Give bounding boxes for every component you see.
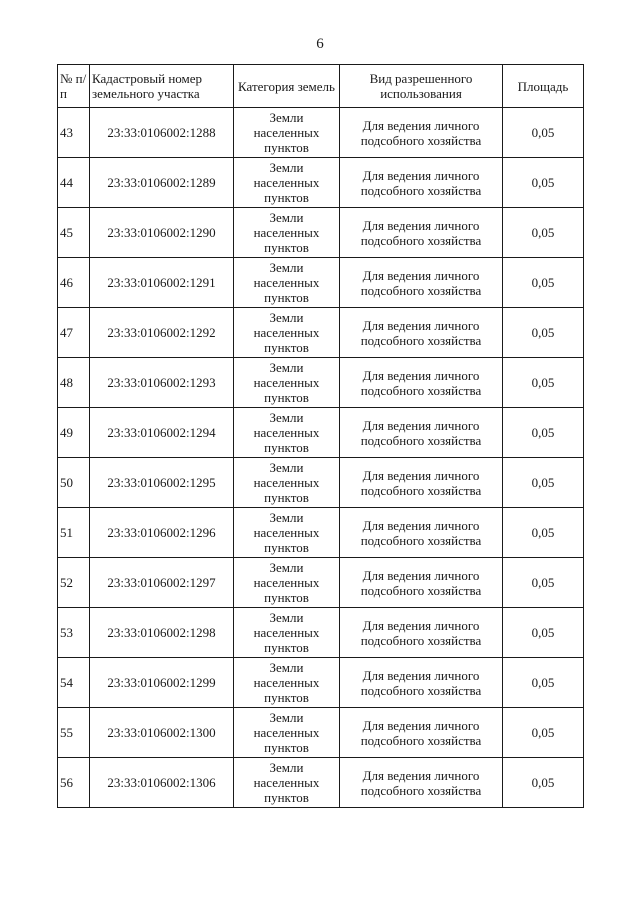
cell-use: Для ведения личного подсобного хозяйства	[340, 458, 503, 508]
cell-area: 0,05	[503, 308, 584, 358]
cell-category: Земли населенных пунктов	[234, 358, 340, 408]
cell-use: Для ведения личного подсобного хозяйства	[340, 508, 503, 558]
table-row	[58, 358, 584, 408]
cell-cadastral: 23:33:0106002:1295	[90, 458, 234, 508]
cell-category: Земли населенных пунктов	[234, 708, 340, 758]
cell-num: 51	[58, 508, 90, 558]
cell-use: Для ведения личного подсобного хозяйства	[340, 708, 503, 758]
table-row	[58, 108, 584, 158]
header-num: № п/п	[58, 65, 90, 108]
cell-num: 55	[58, 708, 90, 758]
cell-cadastral: 23:33:0106002:1292	[90, 308, 234, 358]
cell-num: 53	[58, 608, 90, 658]
table-row	[58, 608, 584, 658]
table-row	[58, 158, 584, 208]
cell-use: Для ведения личного подсобного хозяйства	[340, 758, 503, 808]
cell-cadastral: 23:33:0106002:1297	[90, 558, 234, 608]
cell-use: Для ведения личного подсобного хозяйства	[340, 608, 503, 658]
cell-num: 49	[58, 408, 90, 458]
cell-category: Земли населенных пунктов	[234, 158, 340, 208]
cell-area: 0,05	[503, 658, 584, 708]
cell-use: Для ведения личного подсобного хозяйства	[340, 208, 503, 258]
page-number: 6	[316, 36, 324, 52]
cell-cadastral: 23:33:0106002:1306	[90, 758, 234, 808]
cell-num: 47	[58, 308, 90, 358]
table-row	[58, 308, 584, 358]
cell-area: 0,05	[503, 208, 584, 258]
header-category: Категория земель	[234, 65, 340, 108]
cell-category: Земли населенных пунктов	[234, 608, 340, 658]
cell-num: 52	[58, 558, 90, 608]
cell-cadastral: 23:33:0106002:1296	[90, 508, 234, 558]
cell-area: 0,05	[503, 758, 584, 808]
cell-cadastral: 23:33:0106002:1291	[90, 258, 234, 308]
cell-num: 56	[58, 758, 90, 808]
cell-area: 0,05	[503, 558, 584, 608]
cell-cadastral: 23:33:0106002:1289	[90, 158, 234, 208]
cell-category: Земли населенных пунктов	[234, 108, 340, 158]
cell-use: Для ведения личного подсобного хозяйства	[340, 258, 503, 308]
header-use: Вид разрешенного использования	[340, 65, 503, 108]
cell-use: Для ведения личного подсобного хозяйства	[340, 158, 503, 208]
cell-use: Для ведения личного подсобного хозяйства	[340, 358, 503, 408]
cell-cadastral: 23:33:0106002:1300	[90, 708, 234, 758]
cell-use: Для ведения личного подсобного хозяйства	[340, 658, 503, 708]
cell-category: Земли населенных пунктов	[234, 208, 340, 258]
cell-category: Земли населенных пунктов	[234, 658, 340, 708]
cell-area: 0,05	[503, 458, 584, 508]
cell-use: Для ведения личного подсобного хозяйства	[340, 408, 503, 458]
cell-use: Для ведения личного подсобного хозяйства	[340, 558, 503, 608]
table-row	[58, 658, 584, 708]
table-header	[58, 65, 584, 108]
cell-num: 43	[58, 108, 90, 158]
cell-category: Земли населенных пунктов	[234, 758, 340, 808]
cell-num: 46	[58, 258, 90, 308]
table-row	[58, 208, 584, 258]
table-row	[58, 708, 584, 758]
table-row	[58, 558, 584, 608]
cell-area: 0,05	[503, 608, 584, 658]
cell-area: 0,05	[503, 708, 584, 758]
cell-cadastral: 23:33:0106002:1298	[90, 608, 234, 658]
cell-area: 0,05	[503, 108, 584, 158]
cell-category: Земли населенных пунктов	[234, 458, 340, 508]
cell-cadastral: 23:33:0106002:1290	[90, 208, 234, 258]
cell-area: 0,05	[503, 508, 584, 558]
cell-area: 0,05	[503, 408, 584, 458]
cell-area: 0,05	[503, 158, 584, 208]
table-body	[58, 108, 584, 808]
cell-category: Земли населенных пунктов	[234, 558, 340, 608]
header-area: Площадь	[503, 65, 584, 108]
cell-category: Земли населенных пунктов	[234, 258, 340, 308]
table-row	[58, 508, 584, 558]
cell-use: Для ведения личного подсобного хозяйства	[340, 108, 503, 158]
header-cadastral: Кадастровый номер земельного участка	[90, 65, 234, 108]
cell-cadastral: 23:33:0106002:1293	[90, 358, 234, 408]
table-row	[58, 758, 584, 808]
cell-use: Для ведения личного подсобного хозяйства	[340, 308, 503, 358]
cell-area: 0,05	[503, 258, 584, 308]
cell-num: 54	[58, 658, 90, 708]
cell-num: 45	[58, 208, 90, 258]
cell-category: Земли населенных пунктов	[234, 408, 340, 458]
cell-cadastral: 23:33:0106002:1294	[90, 408, 234, 458]
cell-category: Земли населенных пунктов	[234, 308, 340, 358]
cell-cadastral: 23:33:0106002:1299	[90, 658, 234, 708]
table-row	[58, 258, 584, 308]
cell-area: 0,05	[503, 358, 584, 408]
cell-category: Земли населенных пунктов	[234, 508, 340, 558]
cell-cadastral: 23:33:0106002:1288	[90, 108, 234, 158]
table-row	[58, 458, 584, 508]
land-plots-table	[57, 64, 584, 808]
table-row	[58, 408, 584, 458]
cell-num: 44	[58, 158, 90, 208]
header-row	[58, 65, 584, 108]
cell-num: 48	[58, 358, 90, 408]
cell-num: 50	[58, 458, 90, 508]
